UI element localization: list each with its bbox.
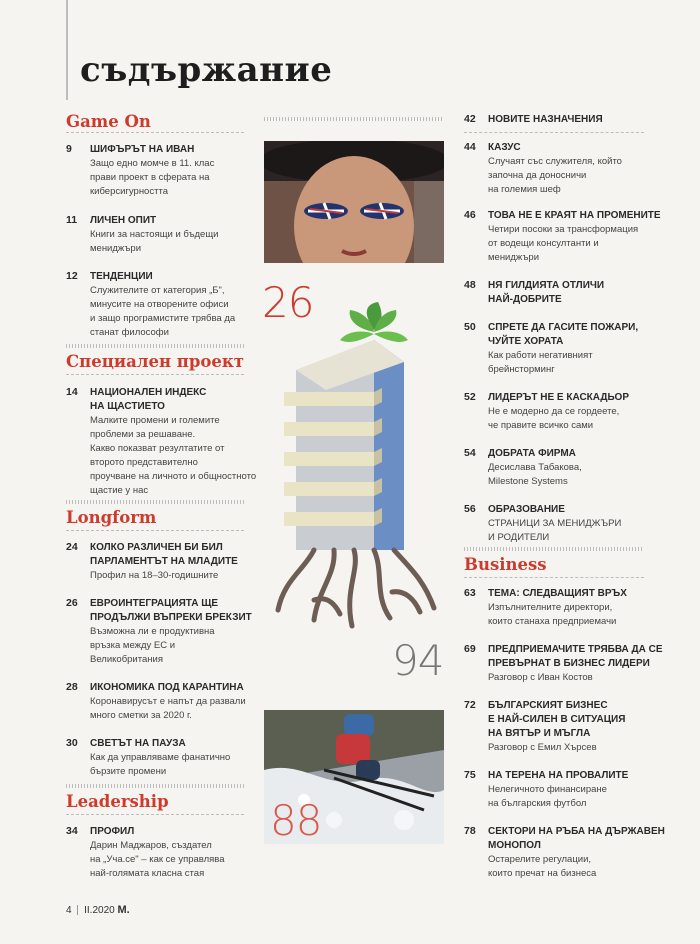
entry-title: ТЕНДЕНЦИИ <box>90 271 153 282</box>
entry-desc: Малките промени и големите проблеми за решаване. Какво показват резултатите от второто представително проучване на личното и общностното щастие у нас <box>90 415 257 496</box>
section-rule <box>66 344 244 348</box>
entry-desc: Профил на 18–30-годишните <box>90 570 219 581</box>
entry-title: СПРЕТЕ ДА ГАСИТЕ ПОЖАРИ, ЧУЙТЕ ХОРАТА <box>488 322 639 347</box>
entry-title: СЕКТОРИ НА РЪБА НА ДЪРЖАВЕН МОНОПОЛ <box>488 826 665 851</box>
divider <box>66 814 244 815</box>
entry-title: ТОВА НЕ Е КРАЯТ НА ПРОМЕНИТЕ <box>488 210 661 221</box>
page-number: 34 <box>66 825 78 837</box>
page-number: 63 <box>464 587 476 599</box>
entry-title: ЛИДЕРЪТ НЕ Е КАСКАДЬОР <box>488 392 629 403</box>
entry-title: БЪЛГАРСКИЯТ БИЗНЕС Е НАЙ-СИЛЕН В СИТУАЦИЯ НА ВЯТЪР И МЪГЛА <box>488 700 626 739</box>
page-number: 54 <box>464 447 476 459</box>
entry-title: НЯ ГИЛДИЯТА ОТЛИЧИ НАЙ-ДОБРИТЕ <box>488 280 605 305</box>
footer <box>66 904 130 916</box>
page-number: 75 <box>464 769 476 781</box>
entry-desc: Книги за настоящи и бъдещи мениджъри <box>90 229 219 254</box>
section-rule <box>464 547 644 551</box>
entry-title: СВЕТЪТ НА ПАУЗА <box>90 738 186 749</box>
footer-issue: II.2020 <box>84 905 115 916</box>
section-business: Business <box>464 555 547 574</box>
entry-desc: Десислава Табакова, Milestone Systems <box>488 462 582 487</box>
entry-desc: Коронавирусът е напът да развали много сметки за 2020 г. <box>90 696 246 721</box>
entry-desc: Разговор с Емил Хърсев <box>488 742 597 753</box>
entry-title: ЛИЧЕН ОПИТ <box>90 215 157 226</box>
entry-title: ШИФЪРЪТ НА ИВАН <box>90 144 195 155</box>
section-longform: Longform <box>66 508 157 527</box>
entry-title: ТЕМА: СЛЕДВАЩИЯТ ВРЪХ <box>488 588 627 599</box>
page-ref-94: 94 <box>392 636 444 685</box>
footer-page: 4 <box>66 905 72 916</box>
page-number: 9 <box>66 143 72 155</box>
photo-portrait <box>264 141 444 263</box>
page-number: 14 <box>66 386 78 398</box>
section-game-on: Game On <box>66 112 151 131</box>
page-ref-88: 88 <box>270 796 322 845</box>
page-number: 50 <box>464 321 476 333</box>
page-number: 28 <box>66 681 78 693</box>
entry-title: ИКОНОМИКА ПОД КАРАНТИНА <box>90 682 244 693</box>
divider <box>464 577 644 578</box>
page-number: 52 <box>464 391 476 403</box>
page-number: 42 <box>464 113 476 125</box>
entry-desc: Нелегичното финансиране на българския футбол <box>488 784 607 809</box>
page-number: 30 <box>66 737 78 749</box>
page-number: 56 <box>464 503 476 515</box>
divider <box>66 132 244 133</box>
entry-title: НОВИТЕ НАЗНАЧЕНИЯ <box>488 114 603 125</box>
page-number: 78 <box>464 825 476 837</box>
entry-title: ОБРАЗОВАНИЕ <box>488 504 565 515</box>
page-number: 24 <box>66 541 78 553</box>
entry-title: ДОБРАТА ФИРМА <box>488 448 576 459</box>
page-number: 46 <box>464 209 476 221</box>
section-leadership: Leadership <box>66 792 169 811</box>
entry-desc: Разговор с Иван Костов <box>488 672 593 683</box>
entry-desc: Защо едно момче в 11. клас прави проект в сферата на киберсигурността <box>90 158 215 197</box>
section-rule <box>66 500 244 504</box>
divider <box>66 374 244 375</box>
entry-desc: Възможна ли е продуктивна връзка между ЕС и Великобритания <box>90 626 215 665</box>
page-number: 44 <box>464 141 476 153</box>
entry-desc: Остарелите регулации, които пречат на бизнеса <box>488 854 597 879</box>
page-number: 12 <box>66 270 78 282</box>
entry-desc: Четири посоки за трансформация от водещи консултанти и мениджъри <box>488 224 639 263</box>
entry-title: ПРЕДПРИЕМАЧИТЕ ТРЯБВА ДА СЕ ПРЕВЪРНАТ В БИЗНЕС ЛИДЕРИ <box>488 644 663 669</box>
entry-title: КАЗУС <box>488 142 521 153</box>
page-ref-26: 26 <box>262 278 314 327</box>
entry-title: НА ТЕРЕНА НА ПРОВАЛИТЕ <box>488 770 629 781</box>
title-rule <box>66 0 68 100</box>
footer-brand: М. <box>117 904 130 916</box>
entry-title: КОЛКО РАЗЛИЧЕН БИ БИЛ ПАРЛАМЕНТЪТ НА МЛАДИТЕ <box>90 542 238 567</box>
section-special: Специален проект <box>66 352 245 371</box>
entry-desc: Как да управляваме фанатично бързите промени <box>90 752 231 777</box>
footer-divider <box>77 905 78 915</box>
page-number: 26 <box>66 597 78 609</box>
entry-desc: Изпълнителните директори, които станаха предприемачи <box>488 602 617 627</box>
section-rule <box>264 117 444 121</box>
page-title: съдържание <box>80 50 333 90</box>
page-number: 72 <box>464 699 476 711</box>
divider <box>66 530 244 531</box>
section-rule <box>66 784 244 788</box>
page-number: 48 <box>464 279 476 291</box>
entry-title: НАЦИОНАЛЕН ИНДЕКС НА ЩАСТИЕТО <box>90 387 207 412</box>
divider <box>464 132 644 133</box>
building-illustration <box>274 300 444 630</box>
entry-desc: Служителите от категория „Б", минусите на отворените офиси и защо програмистите трябва да станат философи <box>90 285 236 338</box>
entry-title: ЕВРОИНТЕГРАЦИЯТА ЩЕ ПРОДЪЛЖИ ВЪПРЕКИ БРЕКЗИТ <box>90 598 252 623</box>
entry-desc: Случаят със служителя, който започна да доносничи на големия шеф <box>488 156 622 195</box>
page-number: 69 <box>464 643 476 655</box>
entry-desc: Не е модерно да се гордеете, че правите всичко сами <box>488 406 620 431</box>
entry-desc: СТРАНИЦИ ЗА МЕНИДЖЪРИ И РОДИТЕЛИ <box>488 518 622 543</box>
page-number: 11 <box>66 214 78 226</box>
entry-desc: Как работи негативният брейнсторминг <box>488 350 593 375</box>
entry-desc: Дарин Маджаров, създател на „Уча.се" – как се управлява най-голямата класна стая <box>90 840 225 879</box>
entry-title: ПРОФИЛ <box>90 826 135 837</box>
